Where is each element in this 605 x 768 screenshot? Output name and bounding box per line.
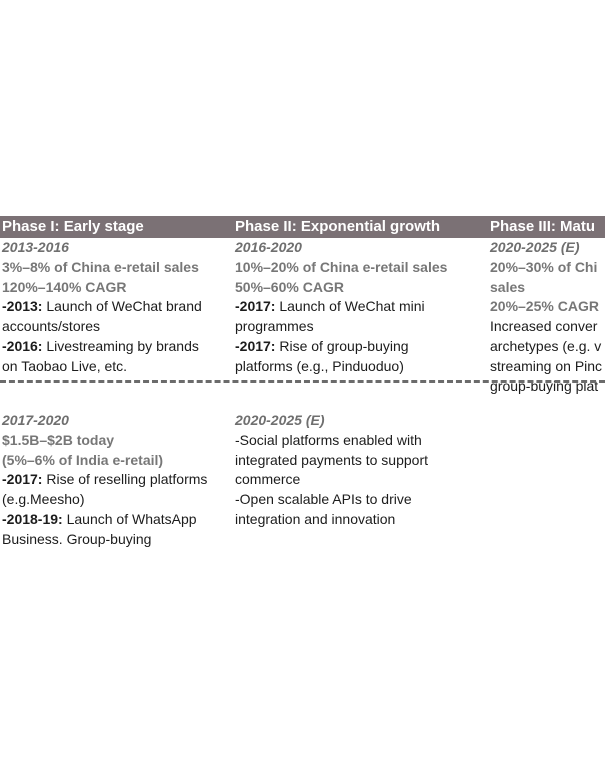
phase3-header: Phase III: Matu	[490, 218, 596, 235]
china-phase1-cell	[2, 238, 202, 377]
china-phase1-item: on Taobao Live, etc.	[2, 357, 128, 374]
india-phase2-item: -Social platforms enabled with	[235, 431, 422, 448]
phase2-header: Phase II: Exponential growth	[235, 218, 441, 235]
china-phase2-share: 10%–20% of China e-retail sales	[235, 258, 448, 275]
china-phase3-item: group-buying plat	[490, 377, 599, 394]
india-phase1-item: -2017: Rise of reselling platforms	[2, 471, 208, 488]
china-phase1-period: 2013-2016	[2, 239, 69, 255]
china-phase2-period: 2016-2020	[235, 239, 302, 255]
india-phase2-item: -Open scalable APIs to drive	[235, 491, 412, 508]
china-phase2-item: -2017: Rise of group-buying	[235, 337, 409, 354]
china-phase1-item: -2016: Livestreaming by brands	[2, 337, 199, 354]
china-phase1-item: accounts/stores	[2, 318, 101, 335]
india-phase1-share: (5%–6% of India e-retail)	[2, 451, 164, 468]
china-phase1-cagr: 120%–140% CAGR	[2, 278, 127, 295]
china-phase3-item: archetypes (e.g. v	[490, 337, 602, 354]
china-phase3-cell	[490, 238, 602, 396]
china-phase2-cell	[235, 238, 447, 377]
india-phase2-period: 2020-2025 (E)	[235, 412, 325, 428]
china-phase1-share: 3%–8% of China e-retail sales	[2, 258, 199, 275]
china-phase3-share-cont: sales	[490, 278, 526, 295]
india-phase1-cell	[2, 411, 207, 550]
china-phase3-share: 20%–30% of Chi	[490, 258, 598, 275]
india-phase1-item: Business. Group-buying	[2, 530, 152, 547]
india-phase2-item: integration and innovation	[235, 510, 396, 527]
india-phase2-item: commerce	[235, 471, 301, 488]
china-phase2-cagr: 50%–60% CAGR	[235, 278, 344, 295]
china-phase3-period: 2020-2025 (E)	[490, 239, 580, 255]
china-phase3-item: streaming on Pinc	[490, 357, 603, 374]
india-phase1-period: 2017-2020	[2, 412, 69, 428]
india-phase1-item: (e.g.Meesho)	[2, 491, 85, 508]
china-phase3-item: Increased conver	[490, 318, 598, 335]
china-phase2-item: programmes	[235, 318, 314, 335]
china-phase2-item: platforms (e.g., Pinduoduo)	[235, 357, 404, 374]
phase1-header: Phase I: Early stage	[2, 218, 144, 235]
china-phase1-item: -2013: Launch of WeChat brand	[2, 298, 202, 315]
india-phase1-value: $1.5B–$2B today	[2, 431, 115, 448]
india-phase2-cell	[235, 411, 428, 530]
china-phase2-item: -2017: Launch of WeChat mini	[235, 298, 425, 315]
india-phase1-item: -2018-19: Launch of WhatsApp	[2, 510, 197, 527]
china-phase3-cagr: 20%–25% CAGR	[490, 298, 599, 315]
india-phase2-item: integrated payments to support	[235, 451, 429, 468]
row-divider	[0, 380, 605, 383]
